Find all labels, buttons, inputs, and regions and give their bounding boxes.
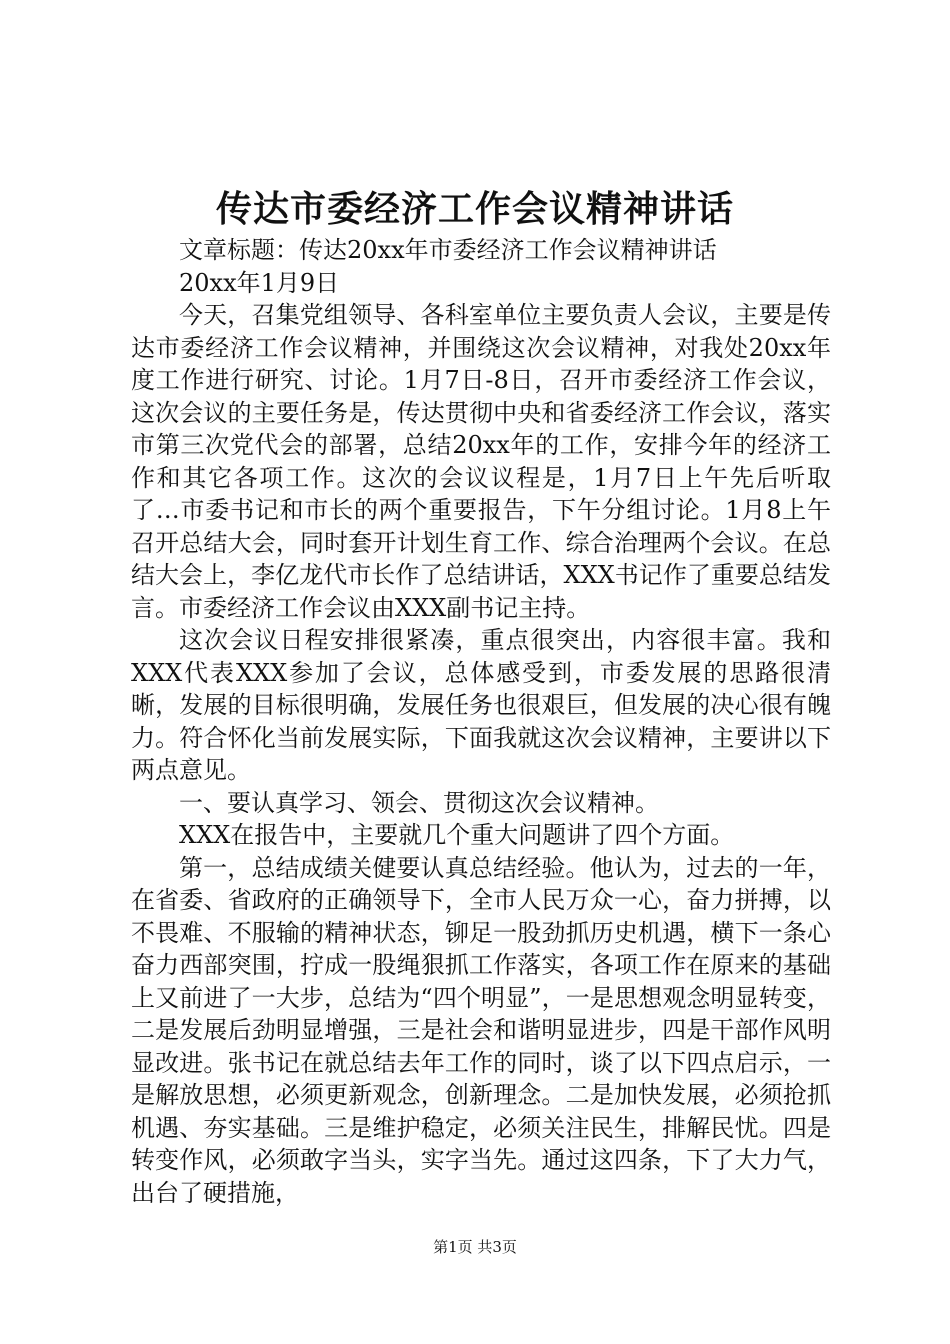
body-paragraph: 第一，总结成绩关健要认真总结经验。他认为，过去的一年，在省委、省政府的正确领导下，全市人民万众一心，奋力拼搏，以不畏难、不服输的精神状态，铆足一股劲抓历史机遇，横下一条心奋力西部突围，拧成一股绳狠抓工作落实，各项工作在原来的基础上又前进了一大步，总结为“四个明显”，一是思想观念明显转变，二是发展后劲明显增强，三是社会和谐明显进步，四是干部作风明显改进。张书记在就总结去年工作的同时，谈了以下四点启示，一是解放思想，必须更新观念，创新理念。二是加快发展，必须抢抓机遇、夯实基础。三是维护稳定，必须关注民生，排解民忧。四是转变作风，必须敢字当头，实字当先。通过这四条，下了大力气，出台了硬措施， [131, 853, 831, 1207]
article-title-line: 文章标题：传达20xx年市委经济工作会议精神讲话 [179, 236, 717, 264]
date-line: 20xx年1月9日 [179, 268, 340, 297]
document-title: 传达市委经济工作会议精神讲话 [215, 188, 734, 230]
page-footer: 第1页 共3页 [433, 1238, 517, 1256]
section-heading: 一、要认真学习、领会、贯彻这次会议精神。 [179, 788, 659, 817]
body-paragraph: XXX在报告中，主要就几个重大问题讲了四个方面。 [179, 821, 735, 849]
body-paragraph: 今天，召集党组领导、各科室单位主要负责人会议，主要是传达市委经济工作会议精神，并围绕这次会议精神，对我处20xx年度工作进行研究、讨论。1月7日-8日，召开市委经济工作会议，这次会议的主要任务是，传达贯彻中央和省委经济工作会议，落实市第三次党代会的部署，总结20xx年的工作，安排今年的经济工作和其它各项工作。这次的会议议程是，1月7日上午先后听取了…市委书记和市长的两个重要报告，下午分组讨论。1月8上午召开总结大会，同时套开计划生育工作、综合治理两个会议。在总结大会上，李亿龙代市长作了总结讲话，XXX书记作了重要总结发言。市委经济工作会议由XXX副书记主持。 [131, 301, 831, 622]
body-paragraph: 这次会议日程安排很紧凑，重点很突出，内容很丰富。我和XXX代表XXX参加了会议，总体感受到，市委发展的思路很清晰，发展的目标很明确，发展任务也很艰巨，但发展的决心很有魄力。符合怀化当前发展实际，下面我就这次会议精神，主要讲以下两点意见。 [131, 626, 831, 784]
document-body [131, 234, 831, 1209]
